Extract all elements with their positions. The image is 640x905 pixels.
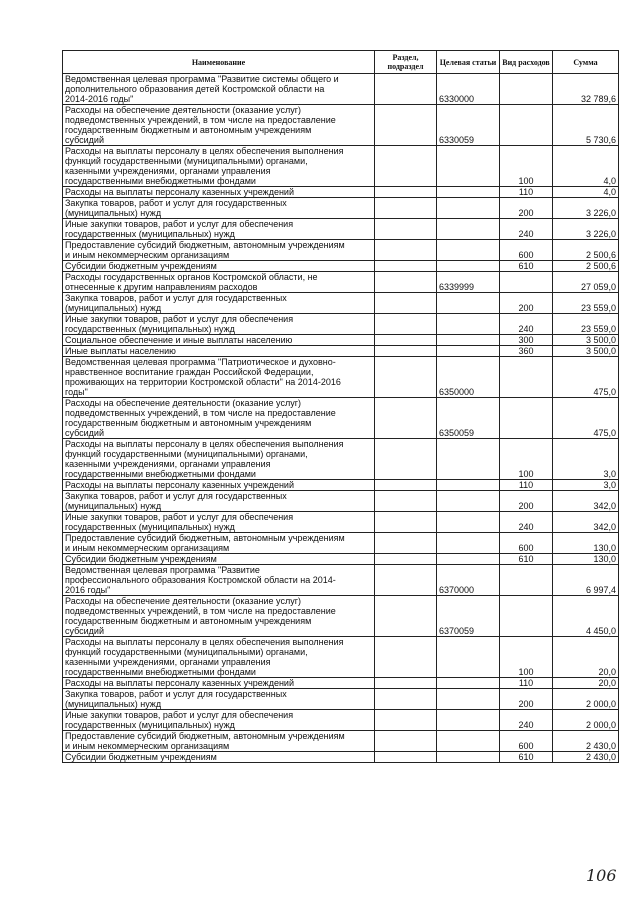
cell-type xyxy=(500,105,553,146)
header-article: Целевая статьи xyxy=(437,51,500,74)
table-row xyxy=(63,689,619,710)
cell-section xyxy=(375,219,437,240)
cell-type: 110 xyxy=(500,187,553,198)
cell-type: 600 xyxy=(500,731,553,752)
cell-name: Расходы на выплаты персоналу в целях обеспечения выполнения функций государственными (муниципальными) органами, казенными учреждениями, органами управления государственными внебюджетными фондами xyxy=(63,637,375,678)
cell-section xyxy=(375,678,437,689)
cell-sum: 2 430,0 xyxy=(553,731,619,752)
cell-article: 6330059 xyxy=(437,105,500,146)
cell-sum: 3,0 xyxy=(553,480,619,491)
cell-sum: 6 997,4 xyxy=(553,565,619,596)
cell-name: Предоставление субсидий бюджетным, автономным учреждениям и иным некоммерческим организациям xyxy=(63,240,375,261)
cell-name: Расходы на выплаты персоналу казенных учреждений xyxy=(63,187,375,198)
cell-article xyxy=(437,439,500,480)
cell-article xyxy=(437,219,500,240)
cell-type: 360 xyxy=(500,346,553,357)
cell-name: Иные закупки товаров, работ и услуг для обеспечения государственных (муниципальных) нужд xyxy=(63,314,375,335)
cell-article xyxy=(437,187,500,198)
cell-sum: 475,0 xyxy=(553,398,619,439)
table-header-row xyxy=(63,51,619,74)
cell-article: 6370000 xyxy=(437,565,500,596)
cell-article xyxy=(437,637,500,678)
header-name: Наименование xyxy=(63,51,375,74)
cell-type: 200 xyxy=(500,689,553,710)
cell-type: 100 xyxy=(500,637,553,678)
table-row xyxy=(63,596,619,637)
cell-sum: 4,0 xyxy=(553,187,619,198)
cell-type xyxy=(500,74,553,105)
cell-sum: 3 500,0 xyxy=(553,335,619,346)
cell-name: Ведомственная целевая программа "Патриотическое и духовно- нравственное воспитание граждан Российской Федерации, проживающих на территории Костромской области" на 2014-2016 годы" xyxy=(63,357,375,398)
cell-name: Закупка товаров, работ и услуг для государственных (муниципальных) нужд xyxy=(63,689,375,710)
cell-type: 610 xyxy=(500,261,553,272)
cell-name: Расходы на выплаты персоналу в целях обеспечения выполнения функций государственными (муниципальными) органами, казенными учреждениями, органами управления государственными внебюджетными фондами xyxy=(63,146,375,187)
cell-name: Расходы на обеспечение деятельности (оказание услуг) подведомственных учреждений, в том числе на предоставление государственным бюджетным и автономным учреждениям субсидий xyxy=(63,398,375,439)
cell-article: 6330000 xyxy=(437,74,500,105)
table-row xyxy=(63,261,619,272)
table-row xyxy=(63,146,619,187)
cell-name: Расходы на обеспечение деятельности (оказание услуг) подведомственных учреждений, в том числе на предоставление государственным бюджетным и автономным учреждениям субсидий xyxy=(63,105,375,146)
cell-section xyxy=(375,74,437,105)
cell-sum: 23 559,0 xyxy=(553,293,619,314)
cell-article xyxy=(437,554,500,565)
table-row xyxy=(63,398,619,439)
cell-name: Субсидии бюджетным учреждениям xyxy=(63,554,375,565)
cell-section xyxy=(375,335,437,346)
cell-section xyxy=(375,637,437,678)
cell-type: 240 xyxy=(500,710,553,731)
cell-name: Иные выплаты населению xyxy=(63,346,375,357)
header-sum: Сумма xyxy=(553,51,619,74)
cell-section xyxy=(375,146,437,187)
cell-section xyxy=(375,357,437,398)
table-row xyxy=(63,480,619,491)
cell-type xyxy=(500,398,553,439)
cell-type: 200 xyxy=(500,293,553,314)
cell-type: 240 xyxy=(500,219,553,240)
cell-name: Предоставление субсидий бюджетным, автономным учреждениям и иным некоммерческим организациям xyxy=(63,533,375,554)
cell-article xyxy=(437,710,500,731)
cell-name: Закупка товаров, работ и услуг для государственных (муниципальных) нужд xyxy=(63,293,375,314)
cell-section xyxy=(375,314,437,335)
cell-article: 6350000 xyxy=(437,357,500,398)
header-section: Раздел, подраздел xyxy=(375,51,437,74)
cell-section xyxy=(375,480,437,491)
table-row xyxy=(63,187,619,198)
cell-article: 6339999 xyxy=(437,272,500,293)
cell-sum: 32 789,6 xyxy=(553,74,619,105)
cell-article xyxy=(437,314,500,335)
cell-section xyxy=(375,398,437,439)
table-row xyxy=(63,554,619,565)
cell-sum: 130,0 xyxy=(553,554,619,565)
cell-sum: 4,0 xyxy=(553,146,619,187)
cell-sum: 3 226,0 xyxy=(553,219,619,240)
cell-type: 200 xyxy=(500,198,553,219)
cell-sum: 2 000,0 xyxy=(553,710,619,731)
table-row xyxy=(63,105,619,146)
table-row xyxy=(63,565,619,596)
cell-name: Социальное обеспечение и иные выплаты населению xyxy=(63,335,375,346)
cell-type: 610 xyxy=(500,554,553,565)
cell-name: Расходы на обеспечение деятельности (оказание услуг) подведомственных учреждений, в том числе на предоставление государственным бюджетным и автономным учреждениям субсидий xyxy=(63,596,375,637)
cell-type: 300 xyxy=(500,335,553,346)
cell-section xyxy=(375,240,437,261)
table-row xyxy=(63,637,619,678)
cell-article xyxy=(437,678,500,689)
cell-type: 600 xyxy=(500,240,553,261)
cell-article xyxy=(437,293,500,314)
table-row xyxy=(63,678,619,689)
table-row xyxy=(63,491,619,512)
cell-section xyxy=(375,187,437,198)
table-row xyxy=(63,752,619,763)
cell-section xyxy=(375,491,437,512)
cell-article xyxy=(437,480,500,491)
cell-type xyxy=(500,565,553,596)
table-body xyxy=(63,74,619,763)
cell-name: Закупка товаров, работ и услуг для государственных (муниципальных) нужд xyxy=(63,491,375,512)
cell-name: Ведомственная целевая программа "Развитие профессионального образования Костромской области на 2014- 2016 годы" xyxy=(63,565,375,596)
cell-name: Иные закупки товаров, работ и услуг для обеспечения государственных (муниципальных) нужд xyxy=(63,710,375,731)
cell-section xyxy=(375,554,437,565)
cell-section xyxy=(375,272,437,293)
cell-article: 6350059 xyxy=(437,398,500,439)
cell-type: 100 xyxy=(500,146,553,187)
cell-section xyxy=(375,261,437,272)
table-row xyxy=(63,219,619,240)
cell-type: 100 xyxy=(500,439,553,480)
cell-type: 110 xyxy=(500,678,553,689)
cell-name: Субсидии бюджетным учреждениям xyxy=(63,261,375,272)
cell-sum: 20,0 xyxy=(553,637,619,678)
cell-article xyxy=(437,512,500,533)
cell-type: 110 xyxy=(500,480,553,491)
cell-section xyxy=(375,689,437,710)
cell-name: Расходы на выплаты персоналу казенных учреждений xyxy=(63,480,375,491)
table-row xyxy=(63,293,619,314)
cell-section xyxy=(375,533,437,554)
cell-section xyxy=(375,710,437,731)
cell-article: 6370059 xyxy=(437,596,500,637)
cell-article xyxy=(437,240,500,261)
cell-type: 240 xyxy=(500,512,553,533)
cell-article xyxy=(437,689,500,710)
cell-name: Расходы на выплаты персоналу казенных учреждений xyxy=(63,678,375,689)
cell-name: Иные закупки товаров, работ и услуг для обеспечения государственных (муниципальных) нужд xyxy=(63,219,375,240)
header-type: Вид расходов xyxy=(500,51,553,74)
cell-sum: 23 559,0 xyxy=(553,314,619,335)
table-row xyxy=(63,335,619,346)
cell-section xyxy=(375,346,437,357)
cell-type: 600 xyxy=(500,533,553,554)
table-row xyxy=(63,533,619,554)
cell-sum: 20,0 xyxy=(553,678,619,689)
cell-type: 610 xyxy=(500,752,553,763)
cell-sum: 130,0 xyxy=(553,533,619,554)
cell-article xyxy=(437,346,500,357)
table-row xyxy=(63,346,619,357)
cell-sum: 3 500,0 xyxy=(553,346,619,357)
cell-name: Ведомственная целевая программа "Развитие системы общего и дополнительного образования детей Костромской области на 2014-2016 годы" xyxy=(63,74,375,105)
cell-section xyxy=(375,752,437,763)
cell-article xyxy=(437,752,500,763)
cell-sum: 2 430,0 xyxy=(553,752,619,763)
cell-article xyxy=(437,491,500,512)
cell-sum: 5 730,6 xyxy=(553,105,619,146)
cell-sum: 2 000,0 xyxy=(553,689,619,710)
cell-section xyxy=(375,293,437,314)
cell-sum: 4 450,0 xyxy=(553,596,619,637)
cell-article xyxy=(437,335,500,346)
table-row xyxy=(63,439,619,480)
cell-name: Расходы государственных органов Костромской области, не отнесенные к другим направлениям расходов xyxy=(63,272,375,293)
cell-name: Закупка товаров, работ и услуг для государственных (муниципальных) нужд xyxy=(63,198,375,219)
cell-sum: 27 059,0 xyxy=(553,272,619,293)
cell-article xyxy=(437,533,500,554)
cell-sum: 3,0 xyxy=(553,439,619,480)
table-row xyxy=(63,74,619,105)
cell-name: Иные закупки товаров, работ и услуг для обеспечения государственных (муниципальных) нужд xyxy=(63,512,375,533)
cell-article xyxy=(437,731,500,752)
cell-section xyxy=(375,731,437,752)
table-row xyxy=(63,198,619,219)
cell-name: Субсидии бюджетным учреждениям xyxy=(63,752,375,763)
cell-section xyxy=(375,105,437,146)
cell-type xyxy=(500,272,553,293)
table-row xyxy=(63,710,619,731)
cell-type: 200 xyxy=(500,491,553,512)
cell-article xyxy=(437,198,500,219)
cell-section xyxy=(375,198,437,219)
cell-type: 240 xyxy=(500,314,553,335)
cell-name: Предоставление субсидий бюджетным, автономным учреждениям и иным некоммерческим организациям xyxy=(63,731,375,752)
cell-article xyxy=(437,261,500,272)
cell-type xyxy=(500,596,553,637)
cell-sum: 2 500,6 xyxy=(553,240,619,261)
cell-sum: 475,0 xyxy=(553,357,619,398)
cell-sum: 3 226,0 xyxy=(553,198,619,219)
cell-section xyxy=(375,512,437,533)
cell-article xyxy=(437,146,500,187)
cell-section xyxy=(375,439,437,480)
cell-name: Расходы на выплаты персоналу в целях обеспечения выполнения функций государственными (муниципальными) органами, казенными учреждениями, органами управления государственными внебюджетными фондами xyxy=(63,439,375,480)
table-row xyxy=(63,314,619,335)
table-row xyxy=(63,357,619,398)
cell-sum: 342,0 xyxy=(553,491,619,512)
table-row xyxy=(63,731,619,752)
table-row xyxy=(63,240,619,261)
cell-type xyxy=(500,357,553,398)
cell-sum: 2 500,6 xyxy=(553,261,619,272)
page-number: 106 xyxy=(586,866,617,885)
cell-section xyxy=(375,565,437,596)
table-row xyxy=(63,512,619,533)
budget-table xyxy=(62,50,619,763)
cell-sum: 342,0 xyxy=(553,512,619,533)
table-row xyxy=(63,272,619,293)
cell-section xyxy=(375,596,437,637)
